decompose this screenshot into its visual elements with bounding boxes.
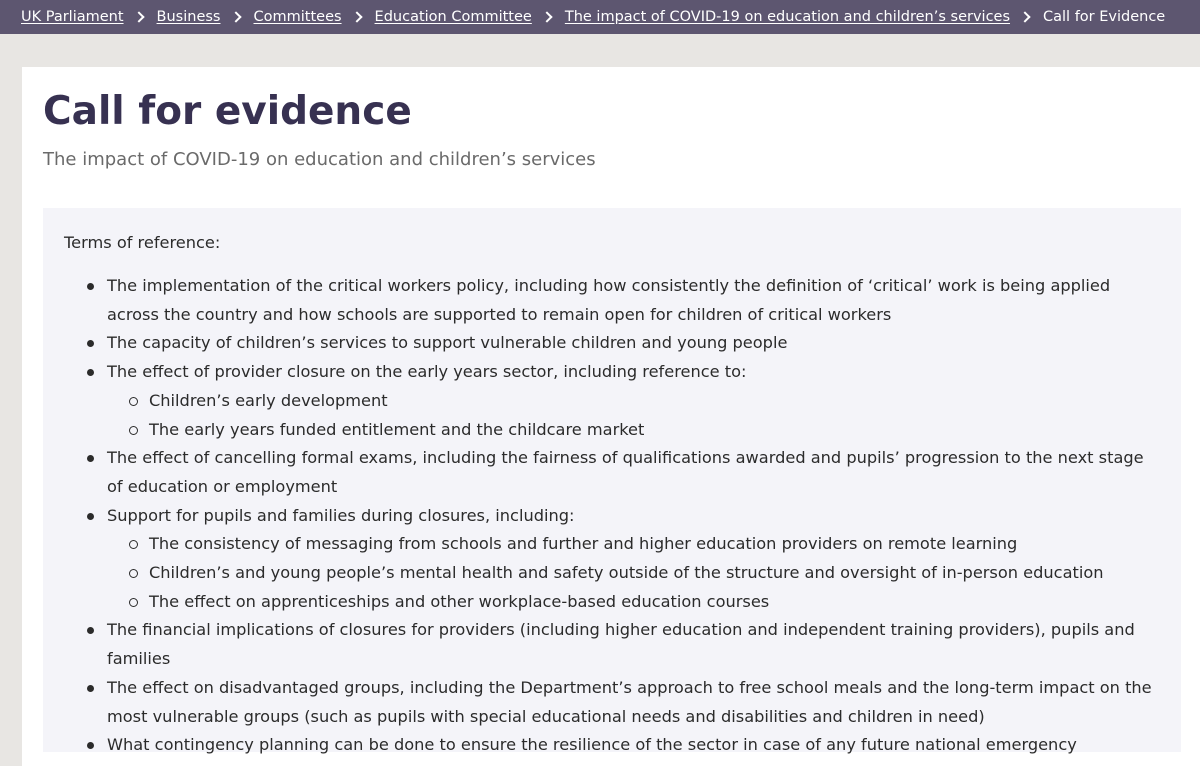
breadcrumb-uk-parliament[interactable]: UK Parliament	[21, 9, 124, 25]
sub-list-item: The early years funded entitlement and the childcare market	[149, 416, 1161, 445]
chevron-right-icon	[351, 11, 362, 22]
page-title: Call for evidence	[43, 89, 412, 134]
breadcrumb	[0, 0, 1200, 34]
breadcrumb-inquiry[interactable]: The impact of COVID-19 on education and children’s services	[564, 9, 1011, 25]
breadcrumb-business[interactable]: Business	[156, 9, 221, 25]
breadcrumb-education-committee[interactable]: Education Committee	[374, 9, 532, 25]
list-item: The implementation of the critical workers policy, including how consistently the definition of ‘critical’ work is being applied across the country and how schools are supported to remain open for children of critical workers	[107, 272, 1161, 329]
list-item-text: The effect of provider closure on the early years sector, including reference to:	[107, 362, 747, 382]
breadcrumb-current: Call for Evidence	[1043, 9, 1166, 25]
chevron-right-icon	[230, 11, 241, 22]
list-item: The capacity of children’s services to support vulnerable children and young people	[107, 329, 1161, 358]
sub-list	[107, 530, 1161, 616]
page-subtitle: The impact of COVID-19 on education and children’s services	[43, 149, 596, 170]
list-item	[107, 502, 1161, 617]
content-card	[22, 67, 1200, 766]
chevron-right-icon	[133, 11, 144, 22]
chevron-right-icon	[1019, 11, 1030, 22]
sub-list-item: Children’s early development	[149, 387, 1161, 416]
sub-list	[107, 387, 1161, 444]
list-item: What contingency planning can be done to ensure the resilience of the sector in case of any future national emergency	[107, 731, 1161, 760]
terms-of-reference-panel	[43, 208, 1181, 755]
terms-list	[64, 272, 1161, 760]
sub-list-item: The consistency of messaging from schools and further and higher education providers on remote learning	[149, 530, 1161, 559]
terms-heading: Terms of reference:	[64, 233, 221, 252]
breadcrumb-committees[interactable]: Committees	[253, 9, 342, 25]
list-item: The financial implications of closures for providers (including higher education and independent training providers), pupils and families	[107, 616, 1161, 673]
sub-list-item: The effect on apprenticeships and other workplace-based education courses	[149, 588, 1161, 617]
chevron-right-icon	[541, 11, 552, 22]
sub-list-item: Children’s and young people’s mental health and safety outside of the structure and oversight of in-person education	[149, 559, 1161, 588]
list-item: The effect of cancelling formal exams, including the fairness of qualifications awarded and pupils’ progression to the next stage of education or employment	[107, 444, 1161, 501]
list-item	[107, 358, 1161, 444]
list-item-text: Support for pupils and families during closures, including:	[107, 505, 575, 525]
list-item: The effect on disadvantaged groups, including the Department’s approach to free school meals and the long-term impact on the most vulnerable groups (such as pupils with special educational needs and disabilities and children in need)	[107, 674, 1161, 731]
